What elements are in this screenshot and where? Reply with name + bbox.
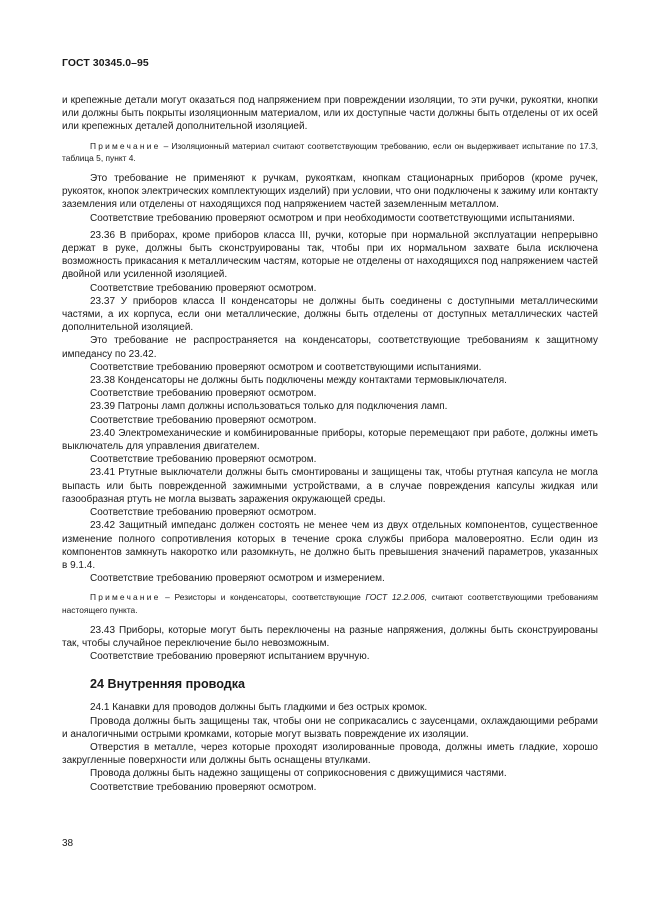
- note-lead: Примечание: [90, 140, 161, 151]
- clause-23-38: 23.38 Конденсаторы не должны быть подключены между контактами термовыключателя.: [90, 375, 507, 387]
- document-page: [62, 58, 598, 794]
- paragraph: Соответствие требованию проверяют осмотром.: [90, 781, 317, 793]
- note-text: – Резисторы и конденсаторы, соответствующие: [160, 592, 366, 603]
- paragraph: Это требование не распространяется на конденсаторы, соответствующие требованиям к защитному импедансу по 23.42.: [62, 335, 598, 360]
- paragraph: Соответствие требованию проверяют осмотром.: [90, 454, 317, 466]
- clause-23-36: 23.36 В приборах, кроме приборов класса III, ручки, которые при нормальной эксплуатации непрерывно держат в руке, должны быть сконструированы так, чтобы при их нормальном захвате была исключена возможность прикасания к металлическим частям, которые не отделены от находящихся под напряжением частей двойной или усиленной изоляцией.: [62, 229, 598, 281]
- paragraph: Соответствие требованию проверяют осмотром.: [90, 388, 317, 400]
- paragraph: Провода должны быть надежно защищены от соприкосновения с движущимися частями.: [90, 768, 507, 780]
- paragraph: Соответствие требованию проверяют осмотром.: [90, 414, 317, 426]
- paragraph: Соответствие требованию проверяют осмотром и при необходимости соответствующими испытаниями.: [90, 212, 575, 224]
- paragraph: Соответствие требованию проверяют осмотром.: [90, 507, 317, 519]
- paragraph: Соответствие требованию проверяют испытанием вручную.: [90, 651, 370, 663]
- section-title: 24 Внутренняя проводка: [90, 677, 246, 692]
- page-number: 38: [62, 838, 74, 849]
- paragraph: Провода должны быть защищены так, чтобы они не соприкасались с заусенцами, охлаждающими ребрами и аналогичными острыми кромками, которые могут вызвать повреждение их изоляции.: [62, 715, 598, 740]
- paragraph: Это требование не применяют к ручкам, рукояткам, кнопкам стационарных приборов (кроме ручек, рукояток, кнопок электрических комплектующих изделий) при условии, что они подключены к зажиму или контакту заземления или отделены от находящихся под напряжением частей заземленным металлом.: [62, 173, 598, 211]
- note-resistors: [62, 591, 598, 615]
- paragraph-continuation: и крепежные детали могут оказаться под напряжением при повреждении изоляции, то эти ручки, рукоятки, кнопки или должны быть покрыты изоляционным материалом, или их доступные части должны быть отделены от их осей или крепежных деталей дополнительной изоляцией.: [62, 95, 598, 133]
- standard-reference: ГОСТ 12.2.006: [365, 592, 425, 603]
- note-lead: Примечание: [90, 592, 161, 603]
- clause-23-41: 23.41 Ртутные выключатели должны быть смонтированы и защищены так, чтобы ртутная капсула не могла выпасть или быть поврежденной зажимными устройствами, а в случае повреждения капсулы жидкая или газообразная ртуть не могла вызвать заражения окружающей среды.: [62, 467, 598, 505]
- paragraph: Отверстия в металле, через которые проходят изолированные провода, должны иметь гладкие, хорошо закругленные поверхности или должны быть оснащены втулками.: [62, 741, 598, 767]
- clause-23-43: 23.43 Приборы, которые могут быть переключены на разные напряжения, должны быть сконструированы так, чтобы случайное переключение было невозможным.: [62, 624, 598, 649]
- clause-24-1: 24.1 Канавки для проводов должны быть гладкими и без острых кромок.: [90, 702, 428, 714]
- clause-23-40: 23.40 Электромеханические и комбинированные приборы, которые перемещают при работе, должны иметь выключатель для управления двигателем.: [62, 427, 598, 453]
- paragraph: Соответствие требованию проверяют осмотром и соответствующими испытаниями.: [90, 361, 482, 373]
- note-text: , считают соответствующими требованиям настоящего пункта.: [62, 592, 598, 615]
- note-text: – Изоляционный материал считают соответствующим требованию, если он выдерживает испытание по 17.3, таблица 5, пункт 4.: [62, 140, 598, 163]
- clause-23-39: 23.39 Патроны ламп должны использоваться только для подключения ламп.: [90, 401, 448, 413]
- paragraph: Соответствие требованию проверяют осмотром и измерением.: [90, 573, 385, 585]
- note-insulation: [62, 140, 598, 164]
- standard-code-header: ГОСТ 30345.0–95: [62, 58, 149, 69]
- paragraph: Соответствие требованию проверяют осмотром.: [90, 282, 317, 294]
- clause-23-37: 23.37 У приборов класса II конденсаторы не должны быть соединены с доступными металлическими частями, а их корпуса, если они металлические, должны быть отделены от доступных металлических частей дополнительной изоляцией.: [62, 295, 598, 334]
- clause-23-42: 23.42 Защитный импеданс должен состоять не менее чем из двух отдельных компонентов, существенное изменение полного сопротивления которых в течение срока службы прибора маловероятно. Если один из компонентов замкнуть накоротко или разомкнуть, не должно быть превышения значений параметров, указанных в 9.1.4.: [62, 520, 598, 571]
